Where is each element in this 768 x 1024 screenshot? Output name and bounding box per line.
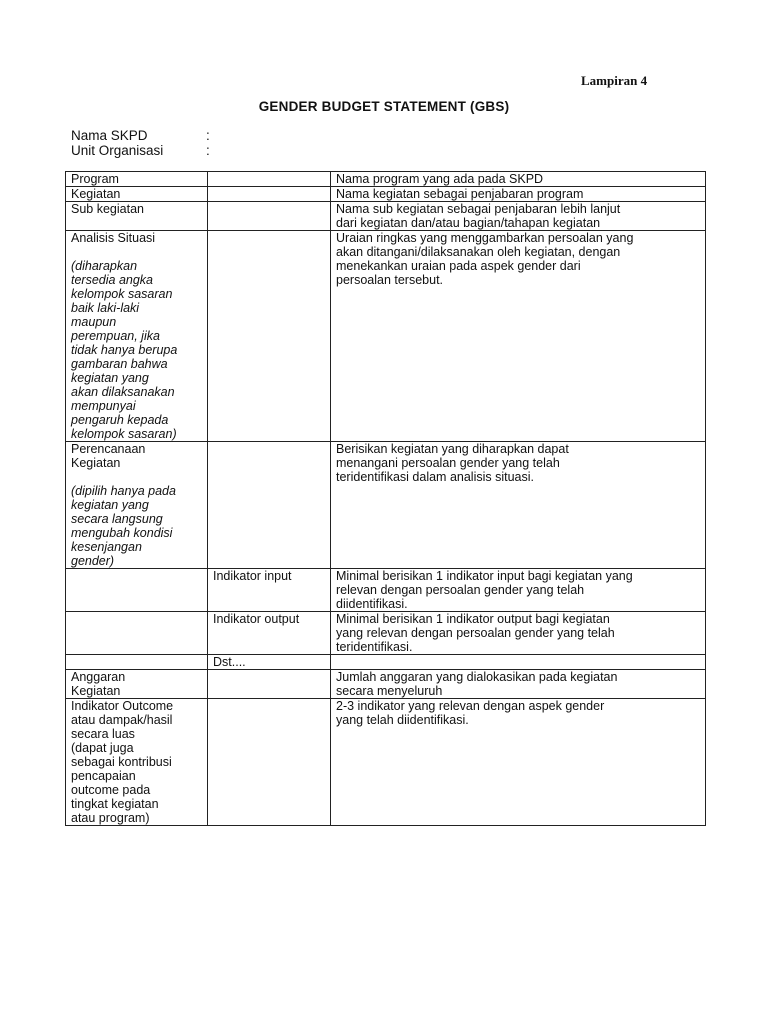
table-row-indikator-input bbox=[66, 569, 706, 612]
analisis-situasi-desc: Uraian ringkas yang menggambarkan persoalan yang akan ditangani/dilaksanakan oleh kegiatan, dengan menekankan uraian pada aspek gender dari persoalan tersebut. bbox=[331, 231, 706, 442]
lampiran-label: Lampiran 4 bbox=[581, 73, 648, 88]
program-desc: Nama program yang ada pada SKPD bbox=[331, 172, 706, 187]
analisis-situasi-note: (diharapkan tersedia angka kelompok sasaran baik laki-laki maupun perempuan, jika tidak hanya berupa gambaran bahwa kegiatan yang akan dilaksanakan mempunyai pengaruh kepada kelompok sasaran) bbox=[71, 259, 178, 441]
program-blank bbox=[208, 172, 331, 187]
table-row-perencanaan bbox=[66, 442, 706, 569]
analisis-situasi-label: Analisis Situasi bbox=[71, 231, 156, 245]
outcome-label: Indikator Outcome atau dampak/hasil secara luas (dapat juga sebagai kontribusi pencapaian outcome pada tingkat kegiatan atau program) bbox=[66, 699, 208, 826]
table-row-anggaran bbox=[66, 670, 706, 699]
perencanaan-label: Perencanaan Kegiatan bbox=[71, 442, 146, 470]
indikator-input-desc: Minimal berisikan 1 indikator input bagi kegiatan yang relevan dengan persoalan gender yang telah diidentifikasi. bbox=[331, 569, 706, 612]
nama-skpd-separator: : bbox=[206, 128, 210, 143]
kegiatan-blank bbox=[208, 187, 331, 202]
table-row-sub-kegiatan bbox=[66, 202, 706, 231]
perencanaan-cell bbox=[66, 442, 208, 569]
indikator-output-blank bbox=[66, 612, 208, 655]
analisis-situasi-blank bbox=[208, 231, 331, 442]
dst-label: Dst.... bbox=[208, 655, 331, 670]
indikator-output-desc: Minimal berisikan 1 indikator output bagi kegiatan yang relevan dengan persoalan gender yang telah teridentifikasi. bbox=[331, 612, 706, 655]
dst-blank-1 bbox=[66, 655, 208, 670]
indikator-input-blank bbox=[66, 569, 208, 612]
nama-skpd-label: Nama SKPD bbox=[71, 128, 148, 143]
document-meta bbox=[71, 128, 210, 158]
table-row-kegiatan bbox=[66, 187, 706, 202]
outcome-blank bbox=[208, 699, 331, 826]
kegiatan-desc: Nama kegiatan sebagai penjabaran program bbox=[331, 187, 706, 202]
sub-kegiatan-label: Sub kegiatan bbox=[66, 202, 208, 231]
indikator-input-label: Indikator input bbox=[208, 569, 331, 612]
gbs-table bbox=[65, 171, 706, 826]
table-row-outcome bbox=[66, 699, 706, 826]
table-row-dst bbox=[66, 655, 706, 670]
dst-blank-2 bbox=[331, 655, 706, 670]
sub-kegiatan-blank bbox=[208, 202, 331, 231]
sub-kegiatan-desc: Nama sub kegiatan sebagai penjabaran lebih lanjut dari kegiatan dan/atau bagian/tahapan kegiatan bbox=[331, 202, 706, 231]
perencanaan-note: (dipilih hanya pada kegiatan yang secara langsung mengubah kondisi kesenjangan gender) bbox=[71, 484, 176, 568]
analisis-situasi-cell bbox=[66, 231, 208, 442]
document-title: GENDER BUDGET STATEMENT (GBS) bbox=[258, 99, 510, 114]
anggaran-desc: Jumlah anggaran yang dialokasikan pada kegiatan secara menyeluruh bbox=[331, 670, 706, 699]
outcome-desc: 2-3 indikator yang relevan dengan aspek gender yang telah diidentifikasi. bbox=[331, 699, 706, 826]
kegiatan-label: Kegiatan bbox=[66, 187, 208, 202]
table-row-indikator-output bbox=[66, 612, 706, 655]
table-row-program bbox=[66, 172, 706, 187]
anggaran-blank bbox=[208, 670, 331, 699]
unit-organisasi-label: Unit Organisasi bbox=[71, 143, 164, 158]
perencanaan-blank bbox=[208, 442, 331, 569]
indikator-output-label: Indikator output bbox=[208, 612, 331, 655]
unit-organisasi-separator: : bbox=[206, 143, 210, 158]
perencanaan-desc: Berisikan kegiatan yang diharapkan dapat menangani persoalan gender yang telah teridentifikasi dalam analisis situasi. bbox=[331, 442, 706, 569]
program-label: Program bbox=[66, 172, 208, 187]
table-row-analisis-situasi bbox=[66, 231, 706, 442]
meta-row-nama-skpd bbox=[71, 128, 210, 143]
meta-row-unit-organisasi bbox=[71, 143, 210, 158]
anggaran-label: Anggaran Kegiatan bbox=[66, 670, 208, 699]
